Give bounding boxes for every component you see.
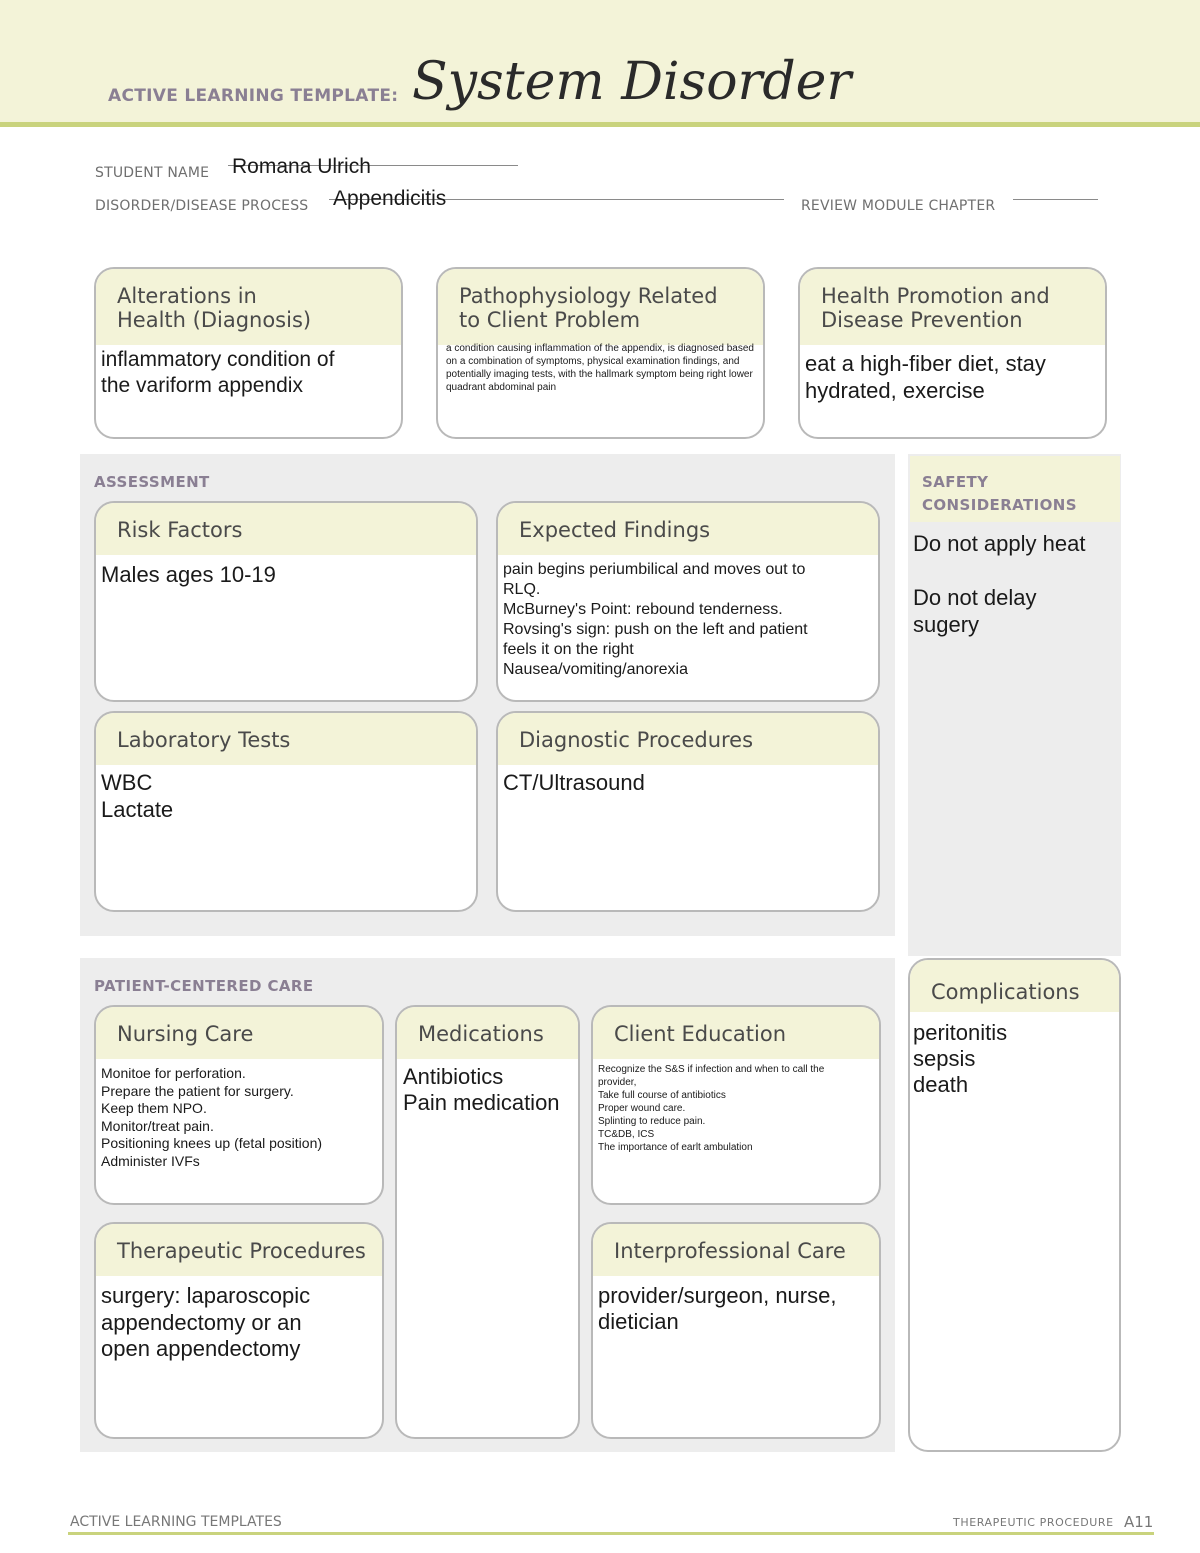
alterations-content[interactable]: inflammatory condition of the variform appendix — [101, 348, 335, 397]
laboratory-tests-box — [94, 711, 478, 912]
assessment-heading: ASSESSMENT — [94, 473, 210, 491]
diagnostic-procedures-box — [496, 711, 880, 912]
student-name-label: STUDENT NAME — [95, 165, 210, 181]
disorder-field[interactable]: Appendicitis — [333, 187, 447, 210]
therapeutic-procedures-content[interactable]: surgery: laparoscopic appendectomy or an open appendectomy — [101, 1283, 311, 1361]
template-prefix: ACTIVE LEARNING TEMPLATE: — [108, 86, 399, 106]
safety-heading: SAFETY CONSIDERATIONS — [922, 473, 1077, 514]
interprofessional-care-content[interactable]: provider/surgeon, nurse, dietician — [598, 1283, 837, 1334]
interprofessional-care-box — [591, 1222, 881, 1439]
therapeutic-procedures-title: Therapeutic Procedures — [96, 1224, 382, 1276]
student-name-field[interactable]: Romana Ulrich — [232, 155, 371, 178]
client-education-content[interactable]: Recognize the S&S if infection and when to call the provider, Take full course of antibiotics Proper wound care. Splinting to reduce pain. TC&DB, ICS The importance of earlt ambulation — [598, 1064, 825, 1153]
header-rule — [0, 122, 1200, 127]
nursing-care-title: Nursing Care — [96, 1007, 382, 1059]
health-promotion-box — [798, 267, 1107, 439]
diagnostic-procedures-content[interactable]: CT/Ultrasound — [503, 770, 645, 795]
medications-box — [395, 1005, 580, 1439]
client-education-box — [591, 1005, 881, 1205]
medications-title: Medications — [397, 1007, 578, 1059]
expected-findings-content[interactable]: pain begins periumbilical and moves out to RLQ. McBurney's Point: rebound tenderness. Rovsing's sign: push on the left and patient feels it on the right Nausea/vomiting/anorexia — [503, 561, 808, 678]
alterations-box — [94, 267, 403, 439]
complications-title: Complications — [910, 960, 1119, 1012]
medications-content[interactable]: Antibiotics Pain medication — [403, 1064, 560, 1115]
patient-care-heading: PATIENT-CENTERED CARE — [94, 977, 314, 995]
safety-content[interactable]: Do not apply heat Do not delay sugery — [913, 531, 1086, 637]
template-title: System Disorder — [412, 52, 852, 112]
client-education-title: Client Education — [593, 1007, 879, 1059]
expected-findings-box — [496, 501, 880, 702]
footer-rule — [68, 1532, 1154, 1535]
pathophysiology-title: Pathophysiology Related to Client Problem — [438, 269, 763, 345]
health-promotion-title: Health Promotion and Disease Prevention — [800, 269, 1105, 345]
expected-findings-title: Expected Findings — [498, 503, 878, 555]
complications-content[interactable]: peritonitis sepsis death — [913, 1020, 1008, 1097]
nursing-care-box — [94, 1005, 384, 1205]
laboratory-tests-content[interactable]: WBC Lactate — [101, 770, 174, 822]
review-module-label: REVIEW MODULE CHAPTER — [801, 198, 996, 214]
pathophysiology-box — [436, 267, 765, 439]
health-promotion-content[interactable]: eat a high-fiber diet, stay hydrated, exercise — [805, 351, 1046, 403]
risk-factors-title: Risk Factors — [96, 503, 476, 555]
alterations-title: Alterations in Health (Diagnosis) — [96, 269, 401, 345]
footer-right: THERAPEUTIC PROCEDURE — [953, 1516, 1114, 1529]
footer-left: ACTIVE LEARNING TEMPLATES — [70, 1514, 282, 1530]
footer-page-number: A11 — [1124, 1513, 1154, 1531]
diagnostic-procedures-title: Diagnostic Procedures — [498, 713, 878, 765]
complications-box — [908, 958, 1121, 1452]
risk-factors-box — [94, 501, 478, 702]
nursing-care-content[interactable]: Monitoe for perforation. Prepare the patient for surgery. Keep them NPO. Monitor/treat pain. Positioning knees up (fetal position) Administer IVFs — [101, 1065, 323, 1169]
laboratory-tests-title: Laboratory Tests — [96, 713, 476, 765]
risk-factors-content[interactable]: Males ages 10-19 — [101, 562, 276, 587]
therapeutic-procedures-box — [94, 1222, 384, 1439]
disorder-label: DISORDER/DISEASE PROCESS — [95, 198, 309, 214]
interprofessional-care-title: Interprofessional Care — [593, 1224, 879, 1276]
review-module-field[interactable] — [1013, 199, 1098, 200]
pathophysiology-content[interactable]: a condition causing inflammation of the appendix, is diagnosed based on a combination of symptoms, physical examination findings, and potentially imaging tests, with the hallmark symptom being right lower quadrant abdominal pain — [446, 343, 754, 393]
